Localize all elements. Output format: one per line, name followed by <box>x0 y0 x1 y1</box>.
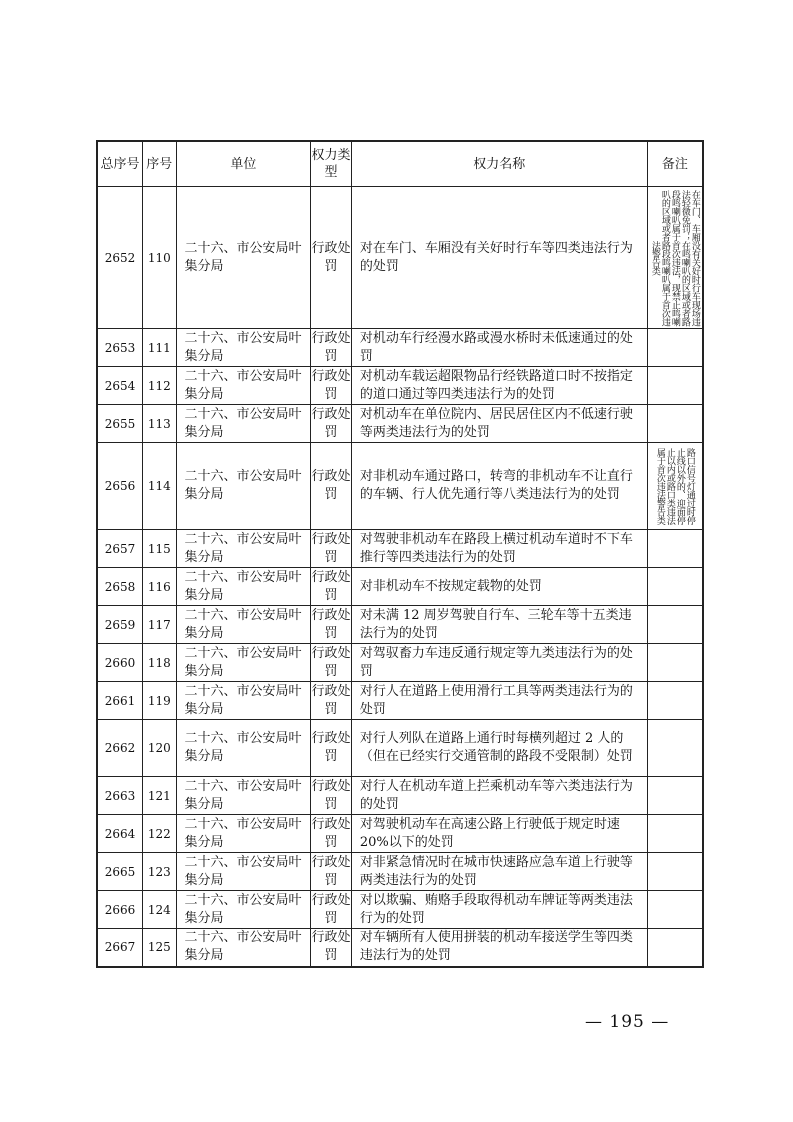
power-type-cell: 行政处罚 <box>311 929 352 967</box>
remark-cell <box>647 405 703 443</box>
table-row <box>97 644 703 682</box>
unit-cell: 二十六、市公安局叶集分局 <box>176 777 311 815</box>
power-type-cell: 行政处罚 <box>311 815 352 853</box>
power-name-cell: 对行人列队在道路上通行时每横列超过 2 人的（但在已经实行交通管制的路段不受限制）处罚 <box>351 720 647 777</box>
unit-cell: 二十六、市公安局叶集分局 <box>176 405 311 443</box>
remark-cell <box>647 530 703 568</box>
table-row <box>97 405 703 443</box>
total-no-cell: 2656 <box>97 443 143 530</box>
power-type-cell: 行政处罚 <box>311 367 352 405</box>
power-type-cell: 行政处罚 <box>311 777 352 815</box>
seq-no-cell: 123 <box>143 853 176 891</box>
power-list-table <box>96 140 704 968</box>
table-row <box>97 891 703 929</box>
table-header <box>97 141 703 187</box>
seq-no-cell: 117 <box>143 606 176 644</box>
unit-cell: 二十六、市公安局叶集分局 <box>176 606 311 644</box>
total-no-cell: 2665 <box>97 853 143 891</box>
seq-no-cell: 116 <box>143 568 176 606</box>
table-row <box>97 187 703 329</box>
total-no-cell: 2658 <box>97 568 143 606</box>
seq-no-cell: 122 <box>143 815 176 853</box>
power-name-cell: 对在车门、车厢没有关好时行车等四类违法行为的处罚 <box>351 187 647 329</box>
unit-cell: 二十六、市公安局叶集分局 <box>176 568 311 606</box>
power-type-cell: 行政处罚 <box>311 606 352 644</box>
remark-cell <box>647 815 703 853</box>
unit-cell: 二十六、市公安局叶集分局 <box>176 530 311 568</box>
table-row <box>97 777 703 815</box>
table-row <box>97 929 703 967</box>
power-name-cell: 对非机动车不按规定载物的处罚 <box>351 568 647 606</box>
power-name-cell: 对驾驶非机动车在路段上横过机动车道时不下车推行等四类违法行为的处罚 <box>351 530 647 568</box>
power-name-cell: 对未满 12 周岁驾驶自行车、三轮车等十五类违法行为的处罚 <box>351 606 647 644</box>
unit-cell: 二十六、市公安局叶集分局 <box>176 720 311 777</box>
remark-text: 路口信号灯通过时停止线以外的、迎面停止以内或路口类违法属于首次违法警告类 <box>654 447 695 525</box>
total-no-cell: 2659 <box>97 606 143 644</box>
table-row <box>97 530 703 568</box>
power-name-cell: 对驾驭畜力车违反通行规定等九类违法行为的处罚 <box>351 644 647 682</box>
power-type-cell: 行政处罚 <box>311 530 352 568</box>
header-unit: 单位 <box>176 141 311 187</box>
page-number: — 195 — <box>585 1012 670 1032</box>
remark-cell <box>647 929 703 967</box>
table-row <box>97 329 703 367</box>
power-type-cell: 行政处罚 <box>311 329 352 367</box>
power-name-cell: 对行人在机动车道上拦乘机动车等六类违法行为的处罚 <box>351 777 647 815</box>
power-name-cell: 对车辆所有人使用拼装的机动车接送学生等四类违法行为的处罚 <box>351 929 647 967</box>
unit-cell: 二十六、市公安局叶集分局 <box>176 187 311 329</box>
total-no-cell: 2652 <box>97 187 143 329</box>
power-name-cell: 对以欺骗、贿赂手段取得机动车牌证等两类违法行为的处罚 <box>351 891 647 929</box>
table-row <box>97 853 703 891</box>
power-name-cell: 对行人在道路上使用滑行工具等两类违法行为的处罚 <box>351 682 647 720</box>
unit-cell: 二十六、市公安局叶集分局 <box>176 644 311 682</box>
total-no-cell: 2653 <box>97 329 143 367</box>
seq-no-cell: 118 <box>143 644 176 682</box>
power-name-cell: 对机动车在单位院内、居民居住区内不低速行驶等两类违法行为的处罚 <box>351 405 647 443</box>
remark-cell <box>647 568 703 606</box>
power-type-cell: 行政处罚 <box>311 891 352 929</box>
total-no-cell: 2657 <box>97 530 143 568</box>
power-type-cell: 行政处罚 <box>311 682 352 720</box>
power-name-cell: 对非紧急情况时在城市快速路应急车道上行驶等两类违法行为的处罚 <box>351 853 647 891</box>
header-remark: 备注 <box>647 141 703 187</box>
remark-cell <box>647 187 703 329</box>
total-no-cell: 2663 <box>97 777 143 815</box>
remark-cell <box>647 853 703 891</box>
power-name-cell: 对机动车载运超限物品行经铁路道口时不按指定的道口通过等四类违法行为的处罚 <box>351 367 647 405</box>
power-type-cell: 行政处罚 <box>311 568 352 606</box>
total-no-cell: 2655 <box>97 405 143 443</box>
total-no-cell: 2661 <box>97 682 143 720</box>
seq-no-cell: 112 <box>143 367 176 405</box>
unit-cell: 二十六、市公安局叶集分局 <box>176 853 311 891</box>
power-name-cell: 对非机动车通过路口，转弯的非机动车不让直行的车辆、行人优先通行等八类违法行为的处罚 <box>351 443 647 530</box>
seq-no-cell: 124 <box>143 891 176 929</box>
seq-no-cell: 120 <box>143 720 176 777</box>
total-no-cell: 2660 <box>97 644 143 682</box>
power-type-cell: 行政处罚 <box>311 187 352 329</box>
unit-cell: 二十六、市公安局叶集分局 <box>176 891 311 929</box>
power-type-cell: 行政处罚 <box>311 720 352 777</box>
total-no-cell: 2664 <box>97 815 143 853</box>
unit-cell: 二十六、市公安局叶集分局 <box>176 329 311 367</box>
remark-cell <box>647 606 703 644</box>
header-total-no: 总序号 <box>97 141 143 187</box>
total-no-cell: 2666 <box>97 891 143 929</box>
seq-no-cell: 113 <box>143 405 176 443</box>
seq-no-cell: 114 <box>143 443 176 530</box>
table-row <box>97 720 703 777</box>
unit-cell: 二十六、市公安局叶集分局 <box>176 929 311 967</box>
table-row <box>97 568 703 606</box>
table-row <box>97 367 703 405</box>
unit-cell: 二十六、市公安局叶集分局 <box>176 443 311 530</box>
header-seq-no: 序号 <box>143 141 176 187</box>
total-no-cell: 2667 <box>97 929 143 967</box>
seq-no-cell: 119 <box>143 682 176 720</box>
total-no-cell: 2662 <box>97 720 143 777</box>
remark-cell <box>647 891 703 929</box>
unit-cell: 二十六、市公安局叶集分局 <box>176 815 311 853</box>
power-type-cell: 行政处罚 <box>311 644 352 682</box>
remark-cell <box>647 720 703 777</box>
power-name-cell: 对机动车行经漫水路或漫水桥时未低速通过的处罚 <box>351 329 647 367</box>
remark-text: 在车门、车厢没有关好时行车现场违法轻微免罚；在鸣喇叭的区域或者路段鸣喇叭属于首次违法，现禁止鸣喇叭的区域或者路段鸣喇叭属于首次违法警告类 <box>649 189 700 326</box>
table-row <box>97 606 703 644</box>
seq-no-cell: 110 <box>143 187 176 329</box>
remark-cell <box>647 682 703 720</box>
seq-no-cell: 115 <box>143 530 176 568</box>
power-type-cell: 行政处罚 <box>311 853 352 891</box>
header-power-name: 权力名称 <box>351 141 647 187</box>
table-row <box>97 815 703 853</box>
power-type-cell: 行政处罚 <box>311 443 352 530</box>
table-row <box>97 443 703 530</box>
table-body <box>97 187 703 967</box>
seq-no-cell: 121 <box>143 777 176 815</box>
remark-cell <box>647 644 703 682</box>
unit-cell: 二十六、市公安局叶集分局 <box>176 682 311 720</box>
power-name-cell: 对驾驶机动车在高速公路上行驶低于规定时速 20%以下的处罚 <box>351 815 647 853</box>
table-row <box>97 682 703 720</box>
header-power-type: 权力类型 <box>311 141 352 187</box>
remark-cell <box>647 367 703 405</box>
unit-cell: 二十六、市公安局叶集分局 <box>176 367 311 405</box>
seq-no-cell: 125 <box>143 929 176 967</box>
seq-no-cell: 111 <box>143 329 176 367</box>
remark-cell <box>647 329 703 367</box>
remark-cell <box>647 777 703 815</box>
power-type-cell: 行政处罚 <box>311 405 352 443</box>
total-no-cell: 2654 <box>97 367 143 405</box>
remark-cell <box>647 443 703 530</box>
